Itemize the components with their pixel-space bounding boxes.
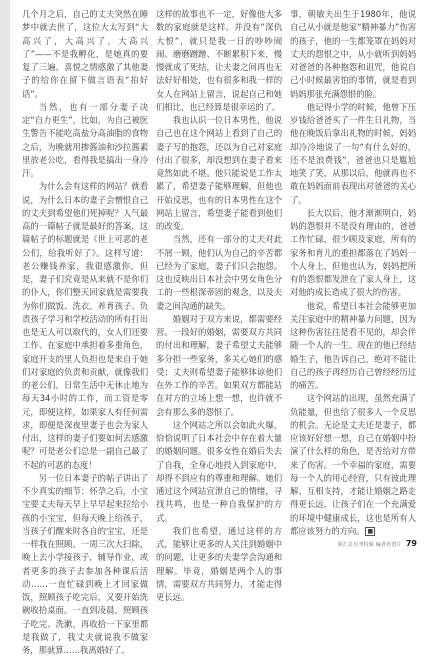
paragraph: 这个网站之所以会如此火爆，恰恰说明了日本社会中存在着大量的婚姻问题。很多女性在婚后失去了自我，全身心地投入到家庭中，却得不到应有的尊重和理解。她们通过这个网站宣泄自己的情绪，寻找共鸣，也是一种自我保护的方式。 — [156, 419, 282, 523]
page-footer — [338, 539, 417, 548]
footer-publication-meta: 简汇总有刊特辑 编者荐赏片 — [337, 542, 402, 548]
page-number: 79 — [405, 539, 417, 548]
paragraph: 另一位日本妻子的帖子讲出了不少真实的细节：怀孕之后，小宝宝要丈夫每天早上早早起来拉给小孩的小宝宝，但每天晚上给孩子，当孩子们醒来时各自的宝宝，还是一样我在照顾。一周三次大扫除，晚上去小学接孩子，辅导作业，或者更多的孩子去参加各种课后活动……一直忙碌到晚上才回家做饭，照顾孩子吃完后，又要开始洗碗收拾桌面。一直到凌晨，照顾孩子吃完、洗漱，再收拾一下家里都是我做了，我丈夫就说我不做家务，那就算……我离婚好了。 — [22, 472, 148, 655]
paragraph: 他说，希望日本社会能够更加关注家庭中的精神暴力问题，因为这种伤害往往是看不见的，却会伴随一个人的一生。现在的他已经结婚生子，他告诉自己，绝对不能让自己的孩子再经历自己曾经经历过的痛苦。 — [290, 300, 416, 390]
paragraph: 事，朝敏夫出生于1980年，他说自己从小就是他家“精神暴力”伤害的孩子，他的一生都笼罩在妈妈对丈夫的怨恨之中，从小就听到妈妈对爸爸的各种抱怨和诅咒，他说自己小时候最害怕的事情，就是看到妈妈那张充满怨恨的脸。 — [290, 9, 416, 99]
paragraph: 为什么会有这样的网站？就看说，为什么日本的妻子会憎恨自己的丈夫到希望他们死掉呢？人气最高的一篇帖子就是最好的答案，这篇帖子的标题就是《世上可恶的老公们，给我听好了》。这样写道：老公赚钱养家，我很感激你，但是，妻子们究竟是从来就不是你们的仆人，你们整天回家就是需要我为你们做饭、洗衣。养育孩子、负责孩子学习和学校活动的所有打出也是无人可以取代的，女人们还要工作、在家庭中承担着多重角色，家庭开支的里人负担也是来自于她们对家庭的负责和贡献，就像我们的老公们，日常生活中无休止地为每天34小时的工作，而工资是零元，即便这样，如果家人有任何需求，即便是深夜里妻子也会为家人付出，这样的妻子们要如何去感激呢？可是老公们总是一副自己最了不起的可恶的态度！ — [22, 181, 148, 470]
paragraph: 我也认识一位日本男性，他说自己也在这个网站上看到了自己的妻子写的抱怨，还以为自己对家庭付出了很多，却没想到在妻子看来竟然如此不堪。他只能说是工作太累了，希望妻子能够理解，但他也开始反思，也有的日本男性在这个网站上留言，希望妻子能看到他们的改变。 — [156, 115, 282, 231]
paragraph: 这个网站的出现，虽然充满了负能量，但也给了很多人一个反思的机会。无论是丈夫还是妻子，都应该好好想一想，自己在婚姻中扮演了什么样的角色，是否给对方带来了伤害。一个幸福的家庭，需要每一个人的用心经营，只有彼此理解、互相支持，才能让婚姻之路走得更长远，让孩子们在一个充满爱的环境中健康成长，这也是所有人都应该努力的方向。 ■ — [290, 393, 416, 536]
page-edge-band — [0, 0, 10, 560]
paragraph: 当然，还有一部分的丈夫对此不屑一顾，他们认为自己的辛苦都已经为了家庭，妻子们只会抱怨。这也反映出日本社会中男女角色分工的一些根深蒂固的观念，以及夫妻之间沟通的缺失。 — [156, 234, 282, 311]
text-column-3 — [290, 8, 416, 536]
paragraph: 长大以后，他才渐渐明白，妈妈的怨恨并不是没有理由的，爸爸工作忙碌，很少顾及家庭，所有的家务和育儿的重担都落在了妈妈一个人身上，但他也认为，妈妈把所有的怨恨都发泄在了家人身上，这对他的成长造成了很大的伤害。 — [290, 207, 416, 298]
text-column-1 — [22, 8, 148, 655]
text-column-2 — [156, 8, 282, 602]
paragraph: 当然，也有一部分妻子决定“自力更生”，比如，为自己被医生警告不能吃高盐分高油脂的食物之后，为晚就用掺酱油和沙拉酱素里放老公吃，看得我是搞出一身冷汗。 — [22, 101, 148, 178]
paragraph: 他记得小学的时候，他曾下压岁钱给爸爸买了一件生日礼物，当他在晚饭后拿出礼物的时候，妈妈却冷冷地说了一句“有什么好的，还不是浪费钱”，爸爸也只是尴尬地笑了笑，从那以后，他就再也不敢在妈妈面前表现出对爸爸的关心了。 — [290, 101, 416, 205]
paragraph: 这样的故事也不一定，好像他大多数的家庭就是这样。并没有“深仇大恨”，就只是我一日的吵吵闹闹、磨磨蹭蹭、不断累积下来，慢慢就成了死结，让夫妻之间再也无法好好相处，也有很多和我一样的女人在网站上留言，说起自己和她们相比，也已经算是很幸运的了。 — [156, 9, 282, 112]
end-of-article-icon: ■ — [367, 527, 374, 535]
paragraph: 我们也希望，通过这样的方式，能够让更多的人关注到婚姻中的问题，让更多的夫妻学会沟通和理解。毕竟，婚姻是两个人的事情，需要双方共同努力，才能走得更长远。 — [156, 525, 282, 602]
paragraph: 婚姻对于双方来说，都需要经营。一段好的婚姻，需要双方共同的付出和理解，妻子希望丈夫能够多分担一些家务，多关心她们的感受；丈夫则希望妻子能够体谅他们在外工作的辛苦。如果双方都能站在对方的立场上想一想，也许就不会有那么多的怨恨了。 — [156, 313, 282, 417]
paragraph: 几个月之后，自己的丈夫突然在睡梦中就去世了，这位大太写到“大高兴了，大高兴了，大高兴了”——不是我孵化，是她真的要复了三遍。喜悦之情感激了其他妻子的给你在留下做言语表“拍好话”。 — [22, 9, 148, 99]
